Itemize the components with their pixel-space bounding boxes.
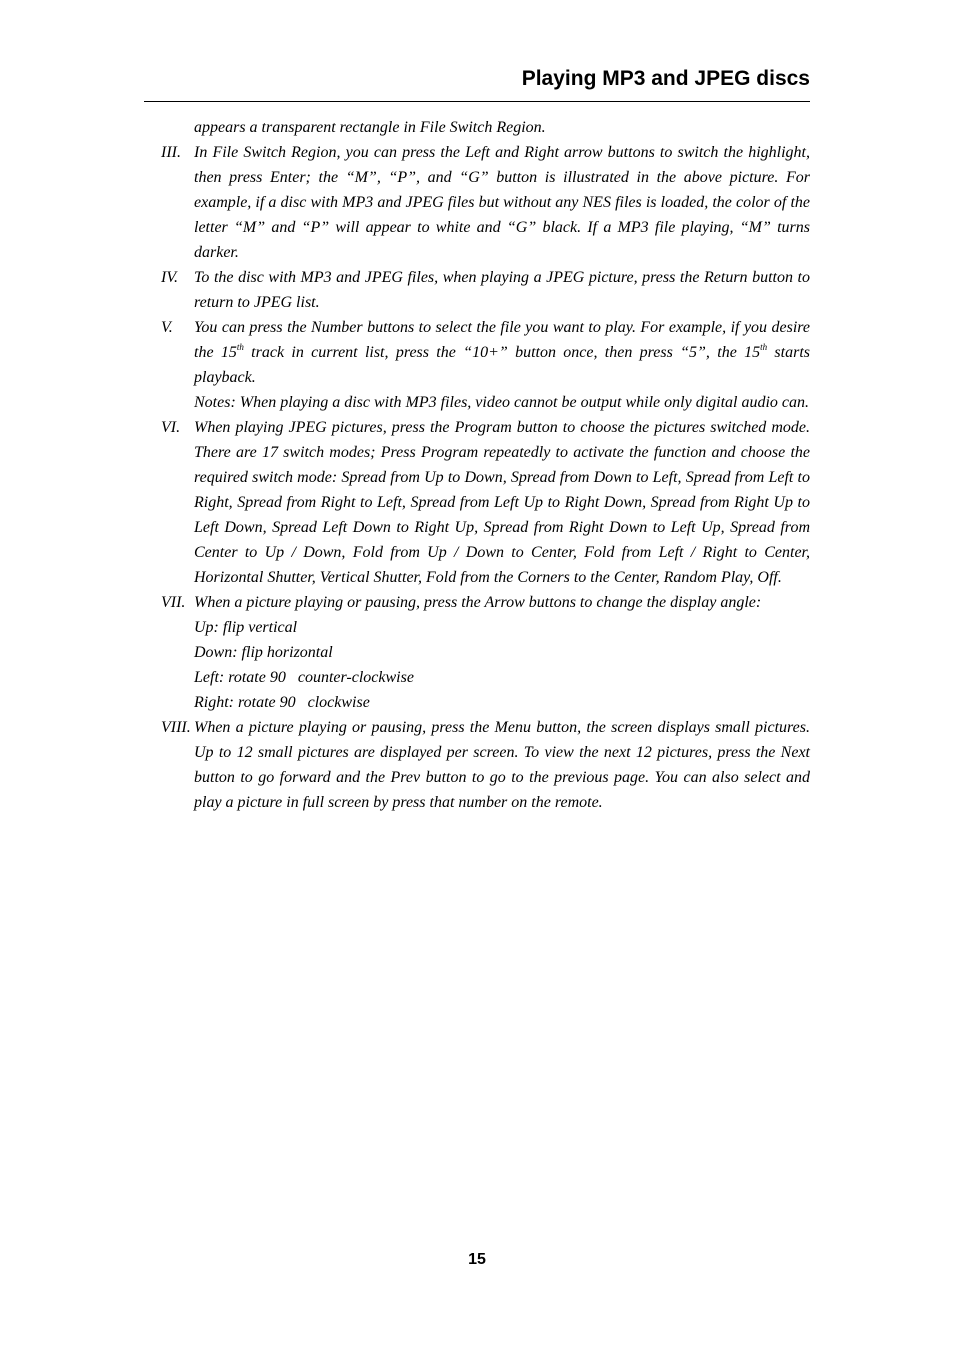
text-segment: track in current list, press the “10+” button once, then press “5”, the 15 bbox=[243, 344, 761, 361]
list-item-iv bbox=[161, 265, 810, 315]
list-number: VII. bbox=[161, 594, 186, 611]
ordinal-superscript: th bbox=[236, 342, 244, 352]
header-divider bbox=[144, 101, 810, 102]
angle-option: Down: flip horizontal bbox=[194, 644, 333, 661]
text-segment: You can press the Number buttons to select the file you want to play. For example, if you desire the 15 bbox=[194, 319, 810, 361]
list-item-text: To the disc with MP3 and JPEG files, when playing a JPEG picture, press the Return button to return to JPEG list. bbox=[194, 269, 810, 311]
list-item-v bbox=[161, 315, 810, 415]
document-body bbox=[161, 115, 810, 815]
angle-option: Right: rotate 90 clockwise bbox=[194, 694, 370, 711]
angle-option: Up: flip vertical bbox=[194, 619, 298, 636]
list-number: VI. bbox=[161, 419, 181, 436]
list-item-text: When a picture playing or pausing, press the Arrow buttons to change the display angle: bbox=[194, 594, 762, 611]
list-number: III. bbox=[161, 144, 181, 161]
continuation-text: appears a transparent rectangle in File Switch Region. bbox=[194, 119, 546, 136]
text-segment: starts playback. bbox=[194, 344, 811, 386]
list-number: IV. bbox=[161, 269, 179, 286]
list-number: V. bbox=[161, 319, 173, 336]
list-item-text: When a picture playing or pausing, press the Menu button, the screen displays small pictures. Up to 12 small pictures are displayed per screen. To view the next 12 pictures, press the Next button to go forward and the Prev button to go to the previous page. You can also select and play a picture in full screen by press that number on the remote. bbox=[194, 719, 810, 811]
list-item-text: When playing JPEG pictures, press the Program button to choose the pictures switched mode. There are 17 switch modes; Press Program repeatedly to activate the function and choose the required switch mode: Spread from Up to Down, Spread from Down to Left, Spread from Left to Right, Spread from Right to Left, Spread from Left Up to Right Down, Spread from Right Up to Left Down, Spread Left Down to Right Up, Spread from Right Down to Left Up, Spread from Center to Up / Down, Fold from Up / Down to Center, Fold from Left / Right to Center, Horizontal Shutter, Vertical Shutter, Fold from the Corners to the Center, Random Play, Off. bbox=[194, 419, 810, 586]
continuation-paragraph bbox=[161, 115, 810, 140]
list-item-vi bbox=[161, 415, 810, 590]
angle-option: Left: rotate 90 counter-clockwise bbox=[194, 669, 414, 686]
list-item-text bbox=[194, 315, 810, 390]
list-item-text: In File Switch Region, you can press the Left and Right arrow buttons to switch the highlight, then press Enter; the “M”, “P”, and “G” button is illustrated in the above picture. For example, if a disc with MP3 and JPEG files but without any NES files is loaded, the color of the letter “M” and “P” will appear to white and “G” black. If a MP3 file playing, “M” turns darker. bbox=[194, 144, 810, 261]
page-number: 15 bbox=[468, 1251, 486, 1268]
list-item-iii bbox=[161, 140, 810, 265]
page-header-title: Playing MP3 and JPEG discs bbox=[521, 67, 810, 90]
list-item-viii bbox=[161, 715, 810, 815]
list-number: VIII. bbox=[161, 719, 191, 736]
ordinal-superscript: th bbox=[760, 342, 768, 352]
list-item-vii bbox=[161, 590, 810, 715]
note-text: Notes: When playing a disc with MP3 files, video cannot be output while only digital audio can. bbox=[194, 394, 810, 411]
